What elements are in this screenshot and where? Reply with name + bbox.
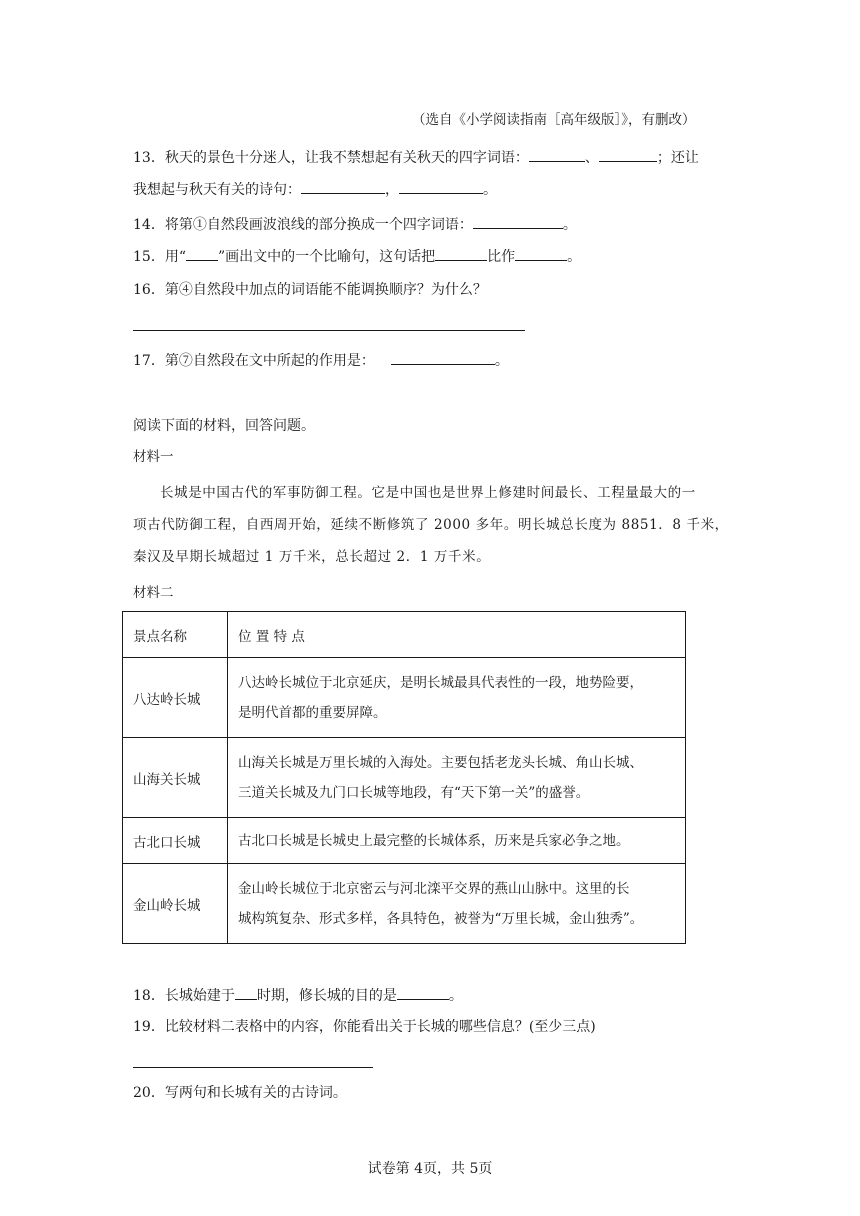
- page-footer: 试卷第 4页，共 5页: [367, 1161, 493, 1177]
- question-18: 18．长城始建于 时期，修长城的目的是 。: [133, 985, 463, 1006]
- source-citation: （选自《小学阅读指南［高年级版］》，有删改）: [412, 112, 696, 128]
- table-row: [123, 818, 686, 864]
- answer-blank-13c[interactable]: [301, 179, 385, 194]
- material-2-title: 材料二: [133, 585, 174, 601]
- answer-line-19[interactable]: [133, 1067, 373, 1068]
- table-row: [123, 658, 686, 738]
- question-20: 20．写两句和长城有关的古诗词。: [133, 1085, 347, 1101]
- answer-blank-13d[interactable]: [399, 179, 483, 194]
- table-cell-feature: 八达岭长城位于北京延庆，是明长城最具代表性的一段，地势险要， 是明代首都的重要屏障。: [228, 658, 686, 738]
- question-15: 15．用“ ”画出文中的一个比喻句，这句话把 比作 。: [133, 246, 581, 267]
- question-14: 14．将第①自然段画波浪线的部分换成一个四字词语： 。: [133, 214, 577, 235]
- material-1-title: 材料一: [133, 449, 174, 465]
- answer-blank-13b[interactable]: [599, 147, 657, 162]
- table-cell-name: 八达岭长城: [123, 658, 228, 738]
- table-cell-name: 古北口长城: [123, 818, 228, 864]
- great-wall-table: [122, 611, 686, 944]
- answer-blank-15a[interactable]: [186, 246, 218, 261]
- answer-blank-18a[interactable]: [235, 985, 257, 1000]
- answer-line-16[interactable]: [133, 330, 525, 331]
- question-17: 17．第⑦自然段在文中所起的作用是： 。: [133, 350, 509, 371]
- question-16: 16．第④自然段中加点的词语能不能调换顺序？为什么？: [133, 282, 487, 298]
- table-row: [123, 738, 686, 818]
- answer-blank-15b[interactable]: [435, 246, 487, 261]
- table-header-row: [123, 612, 686, 658]
- table-header-feature: 位 置 特 点: [228, 612, 686, 658]
- answer-blank-18b[interactable]: [397, 985, 449, 1000]
- table-cell-feature: 金山岭长城位于北京密云与河北滦平交界的燕山山脉中。这里的长 城构筑复杂、形式多样，各具特色，被誉为“万里长城，金山独秀”。: [228, 864, 686, 944]
- table-cell-name: 山海关长城: [123, 738, 228, 818]
- table-cell-name: 金山岭长城: [123, 864, 228, 944]
- answer-blank-13a[interactable]: [529, 147, 585, 162]
- question-13-line2: 我想起与秋天有关的诗句： ， 。: [133, 179, 497, 200]
- question-19: 19．比较材料二表格中的内容，你能看出关于长城的哪些信息？(至少三点): [133, 1019, 596, 1035]
- material-1-line-2: 项古代防御工程，自西周开始，延续不断修筑了 2000 多年。明长城总长度为 8851．8 千米，: [133, 517, 729, 533]
- material-1-line-1: 长城是中国古代的军事防御工程。它是中国也是世界上修建时间最长、工程量最大的一: [160, 485, 696, 501]
- reading-intro: 阅读下面的材料，回答问题。: [133, 418, 315, 434]
- table-cell-feature: 古北口长城是长城史上最完整的长城体系，历来是兵家必争之地。: [228, 818, 686, 864]
- material-1-line-3: 秦汉及早期长城超过 1 万千米，总长超过 2．1 万千米。: [133, 549, 491, 565]
- answer-blank-14[interactable]: [473, 214, 563, 229]
- table-cell-feature: 山海关长城是万里长城的入海处。主要包括老龙头长城、角山长城、 三道关长城及九门口长城等地段，有“天下第一关”的盛誉。: [228, 738, 686, 818]
- question-13: 13．秋天的景色十分迷人，让我不禁想起有关秋天的四字词语： 、 ；还让: [133, 147, 699, 168]
- answer-blank-15c[interactable]: [515, 246, 567, 261]
- answer-blank-17[interactable]: [391, 350, 495, 365]
- table-row: [123, 864, 686, 944]
- table-header-name: 景点名称: [123, 612, 228, 658]
